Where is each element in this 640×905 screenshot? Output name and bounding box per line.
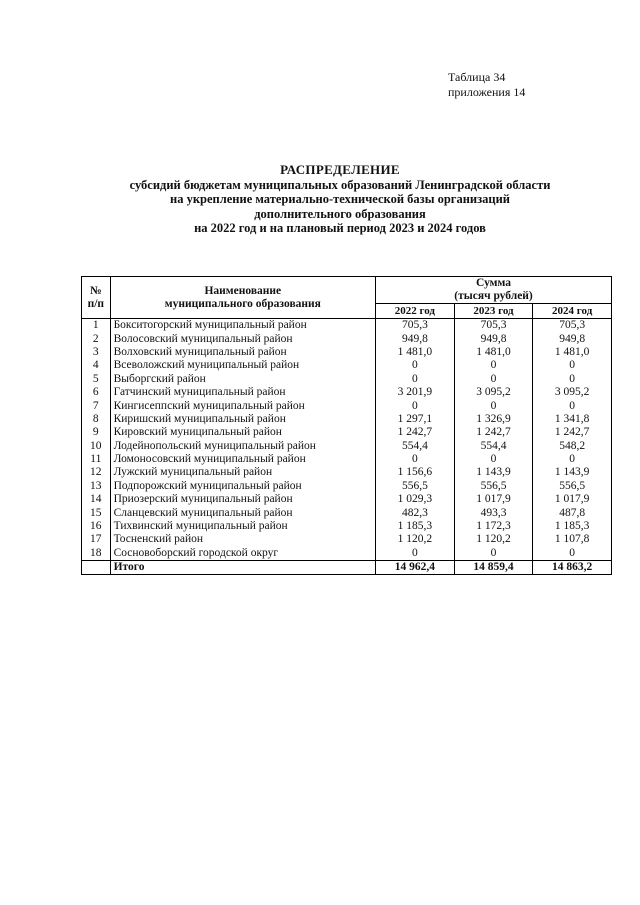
amount-2024: 1 143,9 [533,466,612,479]
table-number: Таблица 34 [448,70,506,84]
amount-2023: 554,4 [454,440,533,453]
header-name-line-1: Наименование [204,284,282,297]
municipality-name: Ломоносовский муниципальный район [110,453,375,466]
amount-2023: 0 [454,453,533,466]
row-number: 10 [82,440,111,453]
amount-2022: 556,5 [376,480,455,493]
title-line-1: субсидий бюджетам муниципальных образований Ленинградской области [129,177,551,192]
header-year-2022: 2022 год [376,304,455,319]
amount-2023: 1 120,2 [454,533,533,546]
header-sum [376,277,612,304]
row-number: 7 [82,399,111,412]
municipality-name: Сланцевский муниципальный район [110,506,375,519]
amount-2024: 0 [533,453,612,466]
header-year-2024: 2024 год [533,304,612,319]
header-number-symbol: № [90,284,102,297]
row-number: 1 [82,319,111,333]
row-number: 9 [82,426,111,439]
title-line-2: на укрепление материально-технической базы организаций [170,192,510,206]
municipality-name: Лужский муниципальный район [110,466,375,479]
table-row [82,413,612,426]
amount-2024: 1 341,8 [533,413,612,426]
amount-2024: 3 095,2 [533,386,612,399]
table-row [82,386,612,399]
amount-2024: 0 [533,547,612,561]
title-line-4: на 2022 год и на плановый период 2023 и 2024 годов [194,221,486,235]
row-number: 16 [82,520,111,533]
amount-2023: 0 [454,547,533,561]
title-main: РАСПРЕДЕЛЕНИЕ [280,162,400,177]
row-number: 14 [82,493,111,506]
municipality-name: Сосновоборский городской округ [110,547,375,561]
table-row [82,547,612,561]
municipality-name: Бокситогорский муниципальный район [110,319,375,333]
distribution-table [81,276,612,575]
amount-2023: 0 [454,399,533,412]
amount-2023: 0 [454,373,533,386]
amount-2024: 0 [533,373,612,386]
amount-2022: 3 201,9 [376,386,455,399]
amount-2022: 1 481,0 [376,346,455,359]
municipality-name: Гатчинский муниципальный район [110,386,375,399]
amount-2023: 1 326,9 [454,413,533,426]
table-row [82,346,612,359]
amount-2024: 0 [533,399,612,412]
amount-2022: 0 [376,547,455,561]
amount-2023: 0 [454,359,533,372]
municipality-name: Киришский муниципальный район [110,413,375,426]
table-row [82,399,612,412]
row-number: 8 [82,413,111,426]
appendix-reference [448,70,525,100]
amount-2023: 556,5 [454,480,533,493]
table-row [82,453,612,466]
row-number: 6 [82,386,111,399]
row-number: 17 [82,533,111,546]
municipality-name: Волосовский муниципальный район [110,332,375,345]
row-number: 11 [82,453,111,466]
amount-2022: 705,3 [376,319,455,333]
municipality-name: Подпорожский муниципальный район [110,480,375,493]
header-number [82,277,111,319]
amount-2022: 1 185,3 [376,520,455,533]
title-line-3: дополнительного образования [254,206,426,221]
amount-2024: 548,2 [533,440,612,453]
municipality-name: Выборгский район [110,373,375,386]
amount-2023: 1 143,9 [454,466,533,479]
header-sum-line-2: (тысяч рублей) [454,290,533,302]
amount-2023: 705,3 [454,319,533,333]
header-number-abbr: п/п [87,297,105,310]
table-row [82,480,612,493]
municipality-name: Кировский муниципальный район [110,426,375,439]
amount-2024: 556,5 [533,480,612,493]
municipality-name: Тосненский район [110,533,375,546]
municipality-name: Лодейнопольский муниципальный район [110,440,375,453]
row-number: 3 [82,346,111,359]
municipality-name: Всеволожский муниципальный район [110,359,375,372]
amount-2022: 1 297,1 [376,413,455,426]
total-2023: 14 859,4 [454,561,533,575]
row-number: 13 [82,480,111,493]
amount-2022: 1 242,7 [376,426,455,439]
table-row [82,440,612,453]
header-year-2023: 2023 год [454,304,533,319]
amount-2024: 0 [533,359,612,372]
appendix-number: приложения 14 [448,85,526,99]
amount-2024: 1 185,3 [533,520,612,533]
table-row [82,319,612,333]
amount-2024: 487,8 [533,506,612,519]
amount-2022: 0 [376,399,455,412]
table-row [82,466,612,479]
table-row [82,520,612,533]
amount-2022: 554,4 [376,440,455,453]
amount-2024: 949,8 [533,332,612,345]
row-number: 18 [82,547,111,561]
amount-2023: 1 242,7 [454,426,533,439]
total-number-blank [82,561,111,575]
municipality-name: Приозерский муниципальный район [110,493,375,506]
amount-2023: 493,3 [454,506,533,519]
amount-2023: 1 017,9 [454,493,533,506]
amount-2022: 1 029,3 [376,493,455,506]
header-sum-line-1: Сумма [476,277,512,289]
row-number: 15 [82,506,111,519]
municipality-name: Тихвинский муниципальный район [110,520,375,533]
amount-2022: 0 [376,359,455,372]
amount-2024: 1 107,8 [533,533,612,546]
total-2022: 14 962,4 [376,561,455,575]
header-name [110,277,375,319]
document-title [60,163,620,236]
table-row [82,332,612,345]
row-number: 5 [82,373,111,386]
amount-2022: 949,8 [376,332,455,345]
total-row [82,561,612,575]
amount-2022: 1 120,2 [376,533,455,546]
total-label: Итого [110,561,375,575]
row-number: 4 [82,359,111,372]
amount-2024: 705,3 [533,319,612,333]
amount-2022: 0 [376,373,455,386]
amount-2023: 1 481,0 [454,346,533,359]
amount-2023: 1 172,3 [454,520,533,533]
table-body [82,319,612,575]
amount-2024: 1 481,0 [533,346,612,359]
table-row [82,493,612,506]
municipality-name: Кингисеппский муниципальный район [110,399,375,412]
total-2024: 14 863,2 [533,561,612,575]
row-number: 12 [82,466,111,479]
municipality-name: Волховский муниципальный район [110,346,375,359]
table-row [82,359,612,372]
amount-2024: 1 017,9 [533,493,612,506]
amount-2023: 3 095,2 [454,386,533,399]
table-row [82,426,612,439]
row-number: 2 [82,332,111,345]
table-row [82,506,612,519]
table-row [82,533,612,546]
table-row [82,373,612,386]
amount-2023: 949,8 [454,332,533,345]
amount-2022: 1 156,6 [376,466,455,479]
header-name-line-2: муниципального образования [164,297,321,310]
amount-2022: 0 [376,453,455,466]
amount-2024: 1 242,7 [533,426,612,439]
amount-2022: 482,3 [376,506,455,519]
